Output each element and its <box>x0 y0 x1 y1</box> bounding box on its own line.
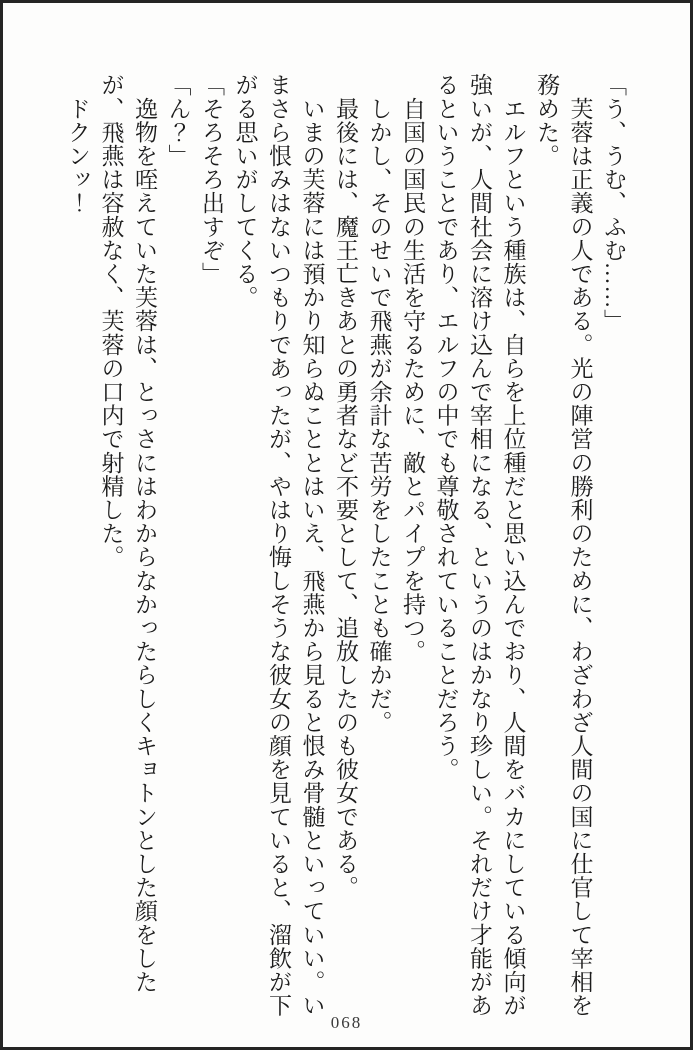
body-text <box>61 73 631 1019</box>
paragraph: 逸物を咥えていた芙蓉は、とっさにはわからなかったらしくキョトンとした顔をしたが、飛燕は容赦なく、芙蓉の口内で射精した。 <box>98 73 157 994</box>
paragraph: エルフという種族は、自らを上位種だと思い込んでおり、人間をバカにしている傾向が強いが、人間社会に溶け込んで宰相になる、というのはかなり珍しい。それだけ才能があるということであり、エルフの中でも尊敬されていることだろう。 <box>433 73 526 1017</box>
page-number: 068 <box>330 1013 363 1032</box>
paragraph: 「う、うむ、ふむ……」 <box>601 73 626 333</box>
paragraph: 自国の国民の生活を守るために、敵とパイプを持つ。 <box>400 73 425 663</box>
paragraph: 「ん？」 <box>165 73 191 168</box>
paragraph: しかし、そのせいで飛燕が余計な苦労をしたことも確かだ。 <box>366 73 392 734</box>
paragraph: 芙蓉は正義の人である。光の陣営の勝利のために、わざわざ人間の国に仕官して宰相を務めた。 <box>534 73 593 1017</box>
paragraph: ドクンッ！ <box>65 73 90 215</box>
paragraph: 最後には、魔王亡きあとの勇者など不要として、追放したのも彼女である。 <box>333 73 358 899</box>
paragraph: 「そろそろ出すぞ」 <box>199 73 224 286</box>
paragraph: いまの芙蓉には預かり知らぬこととはいえ、飛燕から見ると恨み骨髄といっていい。いまさら恨みはないつもりであったが、やはり悔しそうな彼女の顔を見ていると、溜飲が下がる思いがしてくる。 <box>232 73 325 1017</box>
